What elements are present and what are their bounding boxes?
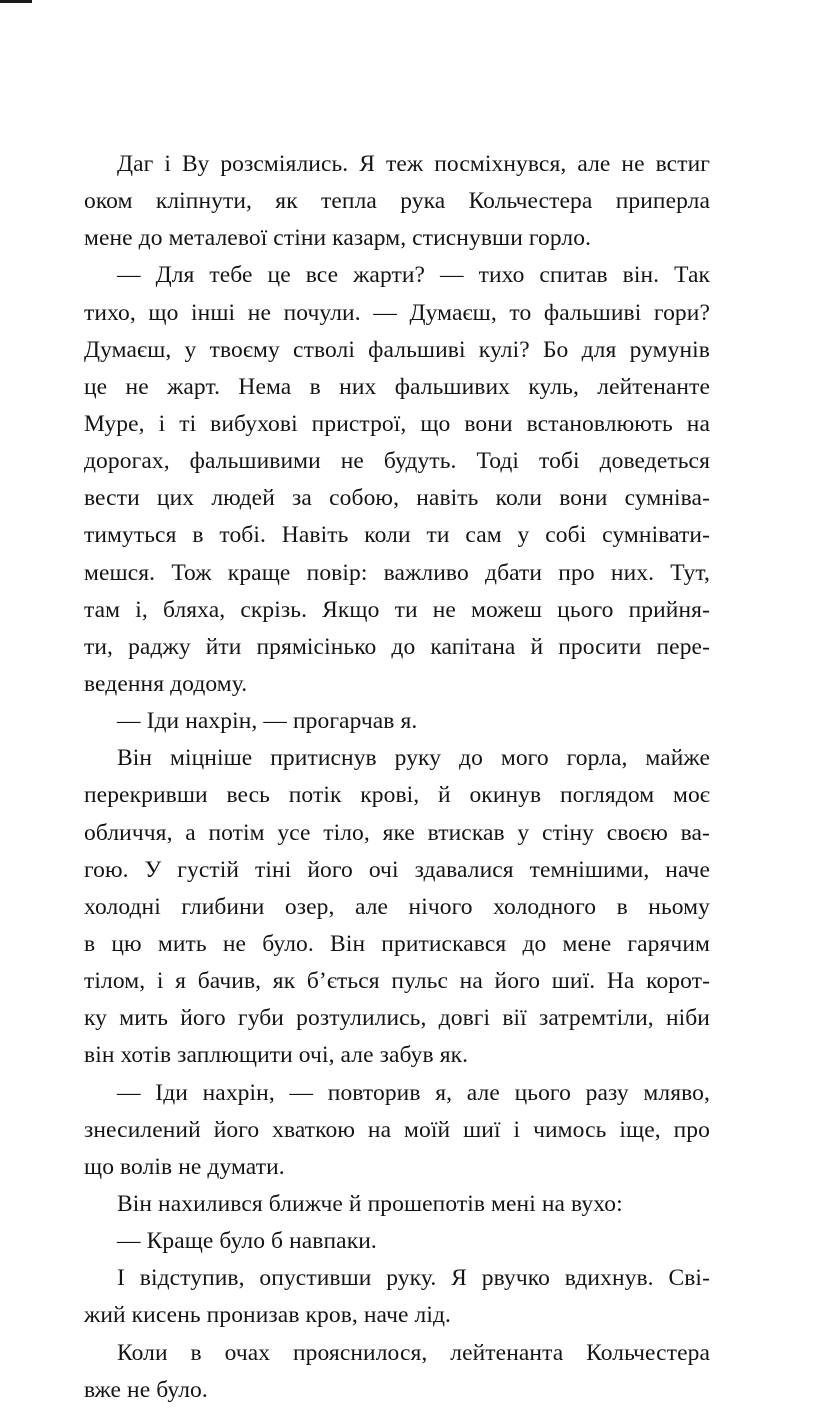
text-line: І відступив, опустивши руку. Я рвучко вдихнув. Сві-	[117, 1265, 710, 1292]
text-line: Муре, і ті вибухові пристрої, що вони встановлюють на	[84, 410, 710, 437]
text-line: — Краще було б навпаки.	[117, 1228, 377, 1255]
text-line: Він нахилився ближче й прошепотів мені на вухо:	[117, 1190, 623, 1217]
text-line: вже не було.	[84, 1376, 208, 1403]
text-line: Він міцніше притиснув руку до мого горла, майже	[117, 745, 710, 772]
text-line: мешся. Тож краще повір: важливо дбати про них. Тут,	[84, 559, 710, 586]
text-line: холодні глибини озер, але нічого холодного в ньому	[84, 893, 710, 920]
text-line: — Іди нахрін, — повторив я, але цього разу мляво,	[117, 1079, 710, 1106]
text-line: це не жарт. Нема в них фальшивих куль, лейтенанте	[84, 373, 710, 400]
text-line: ведення додому.	[84, 670, 248, 697]
text-line: мене до металевої стіни казарм, стиснувши горло.	[84, 225, 592, 252]
text-line: жий кисень пронизав кров, наче лід.	[84, 1302, 452, 1329]
text-line: Думаєш, у твоєму стволі фальшиві кулі? Бо для румунів	[84, 336, 710, 363]
text-line: перекривши весь потік крові, й окинув поглядом моє	[84, 782, 710, 809]
text-line: вести цих людей за собою, навіть коли вони сумніва-	[84, 485, 710, 512]
text-line: дорогах, фальшивими не будуть. Тоді тобі доведеться	[84, 448, 710, 475]
text-line: Коли в очах прояснилося, лейтенанта Кольчестера	[117, 1339, 710, 1366]
text-line: тілом, і я бачив, як б’ється пульс на його шиї. На корот-	[84, 968, 710, 995]
text-line: в цю мить не було. Він притискався до мене гарячим	[84, 930, 710, 957]
book-page-text	[84, 146, 710, 1409]
text-line: тимуться в тобі. Навіть коли ти сам у собі сумнівати-	[84, 522, 710, 549]
text-line: там і, бляха, скрізь. Якщо ти не можеш цього прийня-	[84, 596, 710, 623]
text-line: ку мить його губи розтулились, довгі вії затремтіли, ніби	[84, 1005, 710, 1032]
text-line: ти, раджу йти прямісінько до капітана й просити пере-	[84, 633, 710, 660]
text-line: — Іди нахрін, — прогарчав я.	[117, 708, 418, 735]
text-line: Даг і Ву розсміялись. Я теж посміхнувся, але не встиг	[117, 151, 710, 177]
text-line: знесилений його хваткою на моїй шиї і чимось іще, про	[84, 1116, 710, 1143]
text-line: тихо, що інші не почули. — Думаєш, то фальшиві гори?	[84, 299, 710, 326]
text-line: оком кліпнути, як тепла рука Кольчестера приперла	[84, 188, 710, 215]
text-line: — Для тебе це все жарти? — тихо спитав він. Так	[117, 262, 710, 289]
text-line: він хотів заплющити очі, але забув як.	[84, 1042, 469, 1069]
text-line: обличчя, а потім усе тіло, яке втискав у стіну своєю ва-	[84, 819, 710, 846]
text-line: гою. У густій тіні його очі здавалися темнішими, наче	[84, 856, 710, 883]
text-line: що волів не думати.	[84, 1153, 285, 1180]
scan-edge-mark	[0, 0, 32, 3]
